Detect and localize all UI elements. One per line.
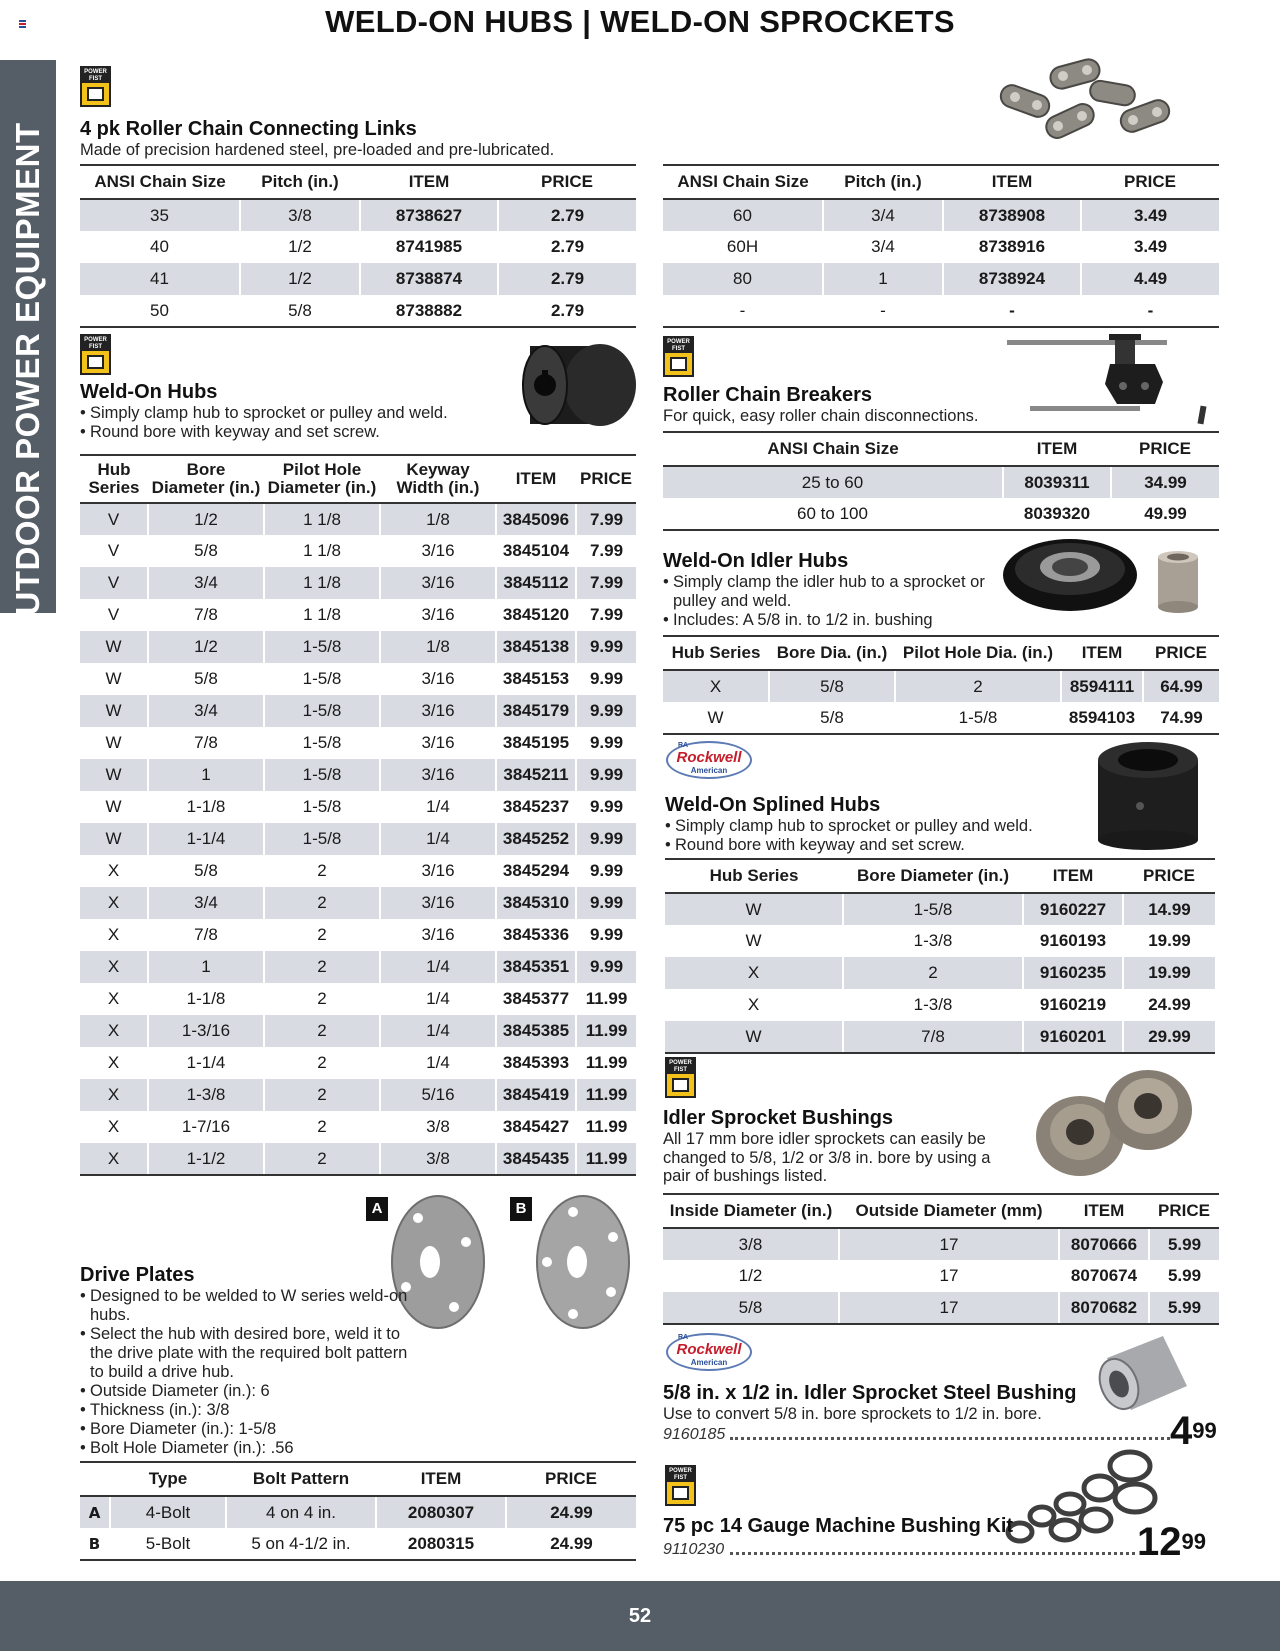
table-row: V 1/2 1 1/8 1/8 3845096 7.99: [80, 503, 636, 535]
table-row: V 7/8 1 1/8 3/16 3845120 7.99: [80, 599, 636, 631]
bullet: • Bore Diameter (in.): 1-5/8: [80, 1420, 420, 1439]
bullet: • Designed to be welded to W series weld-on hubs.: [80, 1287, 420, 1325]
column-header: ITEM: [1061, 636, 1143, 670]
connecting-links-table-left: [80, 164, 636, 328]
column-header: ITEM: [1059, 1194, 1149, 1228]
connecting-links-table-right: [663, 164, 1219, 328]
weld-on-hubs-heading: [80, 381, 500, 442]
table-row: 50 5/8 8738882 2.79: [80, 295, 636, 327]
weld-on-hubs-table: [80, 454, 636, 1176]
bullet: • Bolt Hole Diameter (in.): .56: [80, 1439, 420, 1458]
connecting-links-description: Made of precision hardened steel, pre-loaded and pre-lubricated.: [80, 141, 555, 159]
column-header: ANSI Chain Size: [663, 432, 1003, 466]
splined-hubs-heading: [665, 794, 1085, 855]
table-row: V 3/4 1 1/8 3/16 3845112 7.99: [80, 567, 636, 599]
leader-dots: [730, 1552, 1135, 1555]
column-header: Hub Series: [665, 859, 843, 893]
table-row: X 1-3/8 2 5/16 3845419 11.99: [80, 1079, 636, 1111]
table-row: 60H 3/4 8738916 3.49: [663, 231, 1219, 263]
bushing-kit-title: 75 pc 14 Gauge Machine Bushing Kit: [663, 1515, 1014, 1537]
column-header: Pilot Hole Dia. (in.): [895, 636, 1061, 670]
page-footer: [0, 1581, 1280, 1651]
power-fist-logo: POWER FIST: [665, 1465, 696, 1506]
leader-dots: [730, 1437, 1170, 1440]
table-row: X 1-7/16 2 3/8 3845427 11.99: [80, 1111, 636, 1143]
table-row: W 1/2 1-5/8 1/8 3845138 9.99: [80, 631, 636, 663]
column-header: PRICE: [1081, 165, 1219, 199]
table-row: W 7/8 1-5/8 3/16 3845195 9.99: [80, 727, 636, 759]
steel-bushing-title: 5/8 in. x 1/2 in. Idler Sprocket Steel Bushing: [663, 1382, 1077, 1404]
table-row: 35 3/8 8738627 2.79: [80, 199, 636, 231]
column-header: Inside Diameter (in.): [663, 1194, 839, 1228]
table-row: 41 1/2 8738874 2.79: [80, 263, 636, 295]
table-row: X 1-1/2 2 3/8 3845435 11.99: [80, 1143, 636, 1175]
column-header: Hub Series: [663, 636, 769, 670]
column-header: Outside Diameter (mm): [839, 1194, 1059, 1228]
column-header: Hub Series: [80, 455, 148, 503]
drive-plates-title: Drive Plates: [80, 1264, 195, 1286]
table-row: W 1-1/8 1-5/8 1/4 3845237 9.99: [80, 791, 636, 823]
steel-bushing-image: [1095, 1328, 1195, 1418]
power-fist-logo: POWER FIST: [80, 66, 111, 107]
table-row: W 1-1/4 1-5/8 1/4 3845252 9.99: [80, 823, 636, 855]
bullet: • Simply clamp hub to sprocket or pulley and weld.: [80, 404, 500, 423]
drive-plate-b-image: [533, 1192, 633, 1332]
table-row: X 5/8 2 3/16 3845294 9.99: [80, 855, 636, 887]
chain-breakers-table: [663, 431, 1219, 531]
bushing-kit-price: $12^{99}$: [1137, 1520, 1206, 1564]
table-row: 25 to 60 8039311 34.99: [663, 466, 1219, 498]
column-header: Pilot Hole Diameter (in.): [264, 455, 380, 503]
table-row: W 5/8 1-5/8 3/16 3845153 9.99: [80, 663, 636, 695]
chain-breakers-title: Roller Chain Breakers: [663, 384, 872, 406]
table-row: 60 3/4 8738908 3.49: [663, 199, 1219, 231]
connecting-links-title: 4 pk Roller Chain Connecting Links: [80, 118, 417, 140]
power-fist-logo: POWER FIST: [80, 334, 111, 375]
table-row: W 1-3/8 9160193 19.99: [665, 925, 1215, 957]
column-header: ITEM: [360, 165, 498, 199]
bullet: • Outside Diameter (in.): 6: [80, 1382, 420, 1401]
table-row: 1/2 17 8070674 5.99: [663, 1260, 1219, 1292]
connecting-links-heading: [80, 118, 554, 160]
bullet: • Round bore with keyway and set screw.: [80, 423, 500, 442]
table-row: X 2 9160235 19.99: [665, 957, 1215, 989]
table-row: A 4-Bolt 4 on 4 in. 2080307 24.99: [80, 1496, 636, 1528]
power-fist-logo: POWER FIST: [663, 336, 694, 377]
table-row: X 1 2 1/4 3845351 9.99: [80, 951, 636, 983]
drive-plates-table: [80, 1461, 636, 1561]
table-row: W 5/8 1-5/8 8594103 74.99: [663, 702, 1219, 734]
table-row: W 1 1-5/8 3/16 3845211 9.99: [80, 759, 636, 791]
idler-bushings-description: All 17 mm bore idler sprockets can easily be changed to 5/8, 1/2 or 3/8 in. bore by using a pair of bushings listed.: [663, 1130, 991, 1185]
table-row: V 5/8 1 1/8 3/16 3845104 7.99: [80, 535, 636, 567]
column-header: Bore Diameter (in.): [843, 859, 1023, 893]
rockwell-logo: RA Rockwell American: [666, 1333, 752, 1371]
idler-hubs-heading: [663, 550, 1003, 630]
bullet: • Includes: A 5/8 in. to 1/2 in. bushing: [663, 611, 1003, 630]
column-header: Bolt Pattern: [226, 1462, 376, 1496]
drive-plates-heading: [80, 1264, 420, 1458]
bullet: • Round bore with keyway and set screw.: [665, 836, 1085, 855]
column-header: ITEM: [376, 1462, 506, 1496]
steel-bushing-heading: [663, 1382, 1103, 1424]
column-header: PRICE: [498, 165, 636, 199]
idler-hub-image: [1000, 535, 1220, 615]
column-header: PRICE: [1111, 432, 1219, 466]
column-header: PRICE: [1123, 859, 1215, 893]
table-row: B 5-Bolt 5 on 4-1/2 in. 2080315 24.99: [80, 1528, 636, 1560]
rockwell-logo: RA Rockwell American: [666, 741, 752, 779]
table-row: W 3/4 1-5/8 3/16 3845179 9.99: [80, 695, 636, 727]
page-number: 52: [628, 1605, 652, 1627]
column-header: Pitch (in.): [823, 165, 943, 199]
column-header: [80, 1462, 110, 1496]
idler-hubs-title: Weld-On Idler Hubs: [663, 550, 849, 572]
table-row: X 1-1/8 2 1/4 3845377 11.99: [80, 983, 636, 1015]
weld-on-hub-image: [520, 334, 640, 438]
table-row: X 3/4 2 3/16 3845310 9.99: [80, 887, 636, 919]
column-header: PRICE: [506, 1462, 636, 1496]
steel-bushing-item: 9160185: [663, 1426, 726, 1443]
table-row: X 7/8 2 3/16 3845336 9.99: [80, 919, 636, 951]
idler-hubs-table: [663, 635, 1219, 735]
bushing-kit-item: 9110230: [663, 1541, 725, 1558]
column-header: Bore Dia. (in.): [769, 636, 895, 670]
idler-bushings-title: Idler Sprocket Bushings: [663, 1107, 894, 1129]
table-row: W 7/8 9160201 29.99: [665, 1021, 1215, 1053]
chain-breakers-description: For quick, easy roller chain disconnections.: [663, 407, 979, 425]
column-header: Type: [110, 1462, 226, 1496]
column-header: ITEM: [943, 165, 1081, 199]
column-header: PRICE: [1149, 1194, 1219, 1228]
bullet: • Simply clamp hub to sprocket or pulley and weld.: [665, 817, 1085, 836]
chain-breakers-heading: [663, 384, 978, 426]
column-header: ITEM: [496, 455, 576, 503]
splined-hub-image: [1090, 740, 1205, 850]
idler-bushings-image: [1030, 1062, 1200, 1182]
badge-b: B: [510, 1197, 532, 1221]
column-header: PRICE: [1143, 636, 1219, 670]
table-row: W 1-5/8 9160227 14.99: [665, 893, 1215, 925]
chain-breaker-image: [1005, 334, 1215, 428]
bullet: • Thickness (in.): 3/8: [80, 1401, 420, 1420]
table-row: - - - -: [663, 295, 1219, 327]
badge-a: A: [366, 1197, 388, 1221]
column-header: Keyway Width (in.): [380, 455, 496, 503]
table-row: 60 to 100 8039320 49.99: [663, 498, 1219, 530]
idler-bushings-table: [663, 1193, 1219, 1325]
steel-bushing-description: Use to convert 5/8 in. bore sprockets to 1/2 in. bore.: [663, 1405, 1042, 1423]
table-row: 40 1/2 8741985 2.79: [80, 231, 636, 263]
weld-on-hubs-title: Weld-On Hubs: [80, 381, 218, 403]
bullet: • Simply clamp the idler hub to a sprocket or pulley and weld.: [663, 573, 1003, 611]
side-tab: [0, 60, 56, 642]
table-row: 80 1 8738924 4.49: [663, 263, 1219, 295]
side-tab-label: OUTDOOR POWER EQUIPMENT: [9, 122, 46, 642]
splined-hubs-table: [665, 858, 1215, 1054]
table-row: 3/8 17 8070666 5.99: [663, 1228, 1219, 1260]
bullet: • Select the hub with desired bore, weld it to the drive plate with the required bolt pattern to build a drive hub.: [80, 1325, 420, 1382]
table-row: 5/8 17 8070682 5.99: [663, 1292, 1219, 1324]
table-row: X 5/8 2 8594111 64.99: [663, 670, 1219, 702]
column-header: ANSI Chain Size: [80, 165, 240, 199]
idler-bushings-heading: [663, 1107, 993, 1186]
column-header: ITEM: [1023, 859, 1123, 893]
column-header: ITEM: [1003, 432, 1111, 466]
table-row: X 1-3/16 2 1/4 3845385 11.99: [80, 1015, 636, 1047]
column-header: Pitch (in.): [240, 165, 360, 199]
power-fist-logo: POWER FIST: [665, 1057, 696, 1098]
column-header: Bore Diameter (in.): [148, 455, 264, 503]
column-header: ANSI Chain Size: [663, 165, 823, 199]
table-row: X 1-1/4 2 1/4 3845393 11.99: [80, 1047, 636, 1079]
column-header: PRICE: [576, 455, 636, 503]
splined-hubs-title: Weld-On Splined Hubs: [665, 794, 881, 816]
steel-bushing-price: $4^{99}$: [1170, 1409, 1217, 1453]
table-row: X 1-3/8 9160219 24.99: [665, 989, 1215, 1021]
page-title: WELD-ON HUBS | WELD-ON SPROCKETS: [325, 4, 955, 39]
chain-links-image: [990, 55, 1200, 155]
